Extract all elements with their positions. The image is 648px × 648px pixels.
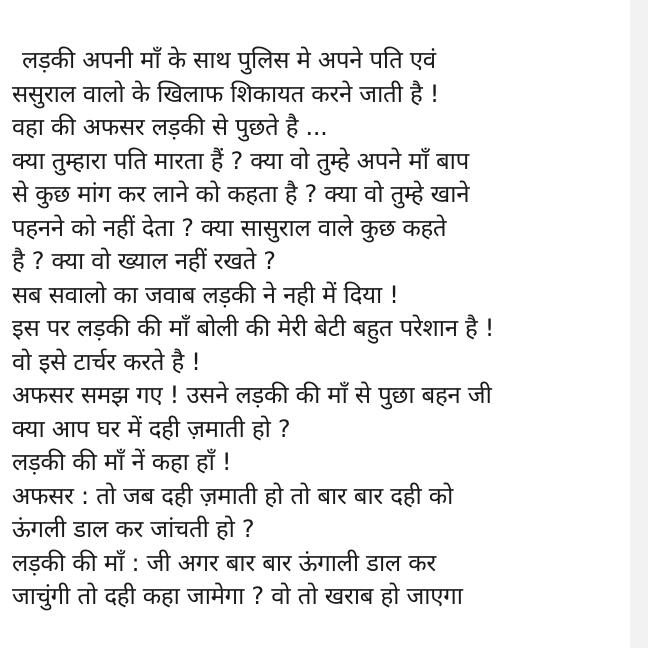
text-line: ससुराल वालो के खिलाफ शिकायत करने जाती है ! [12,79,440,108]
text-line: से कुछ मांग कर लाने को कहता है ? क्या वो तुम्हे खाने [12,180,470,208]
text-line: जाचुंगी तो दही कहा जामेगा ? वो तो खराब हो जाएगा [12,582,463,610]
text-line: लड़की की माँ नें कहा हाँ ! [12,448,232,476]
text-line: वहा की अफसर लड़की से पुछते है ... [12,113,328,141]
text-line: लड़की की माँ : जी अगर बार बार ऊंगाली डाल कर [12,548,436,577]
page-edge [630,0,648,648]
text-line: अफसर : तो जब दही ज़माती हो तो बार बार दही को [12,481,454,510]
text-line: सब सवालो का जवाब लड़की ने नही में दिया ! [12,280,399,309]
text-line: इस पर लड़की की माँ बोली की मेरी बेटी बहुत परेशान है ! [12,314,495,342]
text-line: अफसर समझ गए ! उसने लड़की की माँ से पुछा बहन जी [12,381,492,409]
text-line: क्या तुम्हारा पति मारता हैं ? क्या वो तुम्हे अपने माँ बाप [12,146,469,175]
text-line: ऊंगली डाल कर जांचती हो ? [12,515,255,543]
text-line: लड़की अपनी माँ के साथ पुलिस मे अपने पति एवं [22,46,436,74]
text-line: है ? क्या वो ख्याल नहीं रखते ? [12,247,276,275]
text-line: वो इसे टार्चर करते है ! [12,347,201,376]
text-line: पहनने को नहीं देता ? क्या सासुराल वाले कुछ कहते [12,213,447,242]
text-line: क्या आप घर में दही ज़माती हो ? [12,414,291,443]
story-text [12,44,622,614]
